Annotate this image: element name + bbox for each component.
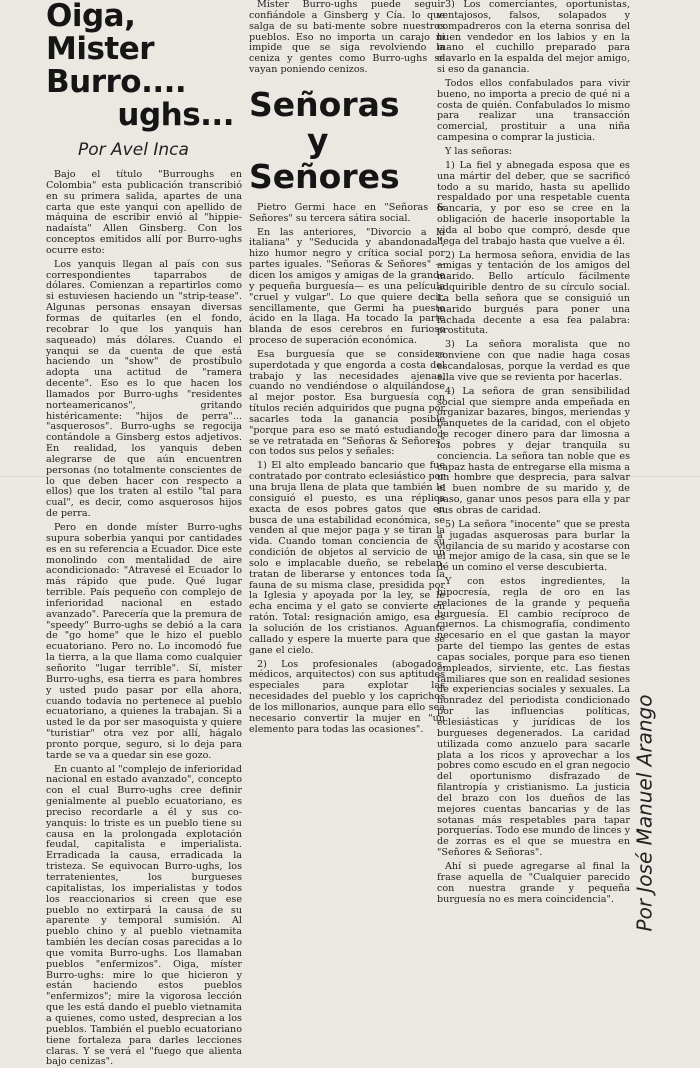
article2-paragraph: 1) El alto empleado bancario que fue contratado por contrato eclesiástico por una bruja llena de plata que también le consiguió el puesto, es una réplica exacta de esos pobres gatos que en busca de una estabilidad económica, se venden al que mejor paga y se tiran la vida. Cuando toman conciencia de su condición de objetos al servicio de un solo e implacable dueño, se rebelan, tratan de liberarse y entonces toda la fauna de su misma clase, presidida por la Iglesia y apoyada por la ley, se le echa encima y el gato se convierte en ratón. Total: resignación amigo, esa es la solución de los cristianos. Aguante callado y espere la muerte para que se gane el cielo. xyxy=(249,460,445,656)
article2-paragraph: Y las señoras: xyxy=(445,145,513,157)
article1-paragraph: En cuanto al "complejo de inferioridad nacional en estado avanzado", concepto con el cual Burro-ughs cree definir genialmente al pueblo ecuatoriano, es preciso recordarle a él y sus co-yanquis: lo triste es un pueblo tiene su causa en la prolongada explotación feudal, capitalista e imperialista. Erradicada la causa, erradicada la tristeza. Se equivocan Burro-ughs, los terratenientes, los burgueses capitalistas, los imperialistas y todos los reaccionarios si creen que ese pueblo no extirpará la causa de su aparente y temporal sumisión. Al pueblo chino y al pueblo vietnamita también les decían cosas parecidas a lo que vomita Burro-ughs. Los llamaban pueblos "enfermizos". Oiga, míster Burro-ughs: mire lo que hicieron y están haciendo estos pueblos "enfermizos"; mire la vigorosa lección que les está dando el pueblo vietnamita a quienes, como usted, desprecian a los pueblos. También el pueblo ecuatoriano tiene fortaleza para darles lecciones claras. Y se verá el "fuego que alienta bajo cenizas". xyxy=(46,763,242,1068)
article2-paragraph: 3) Los comerciantes, oportunistas, ventajosos, falsos, solapados y compadreros con la eterna sonrisa del buen vendedor en los labios y en la mano el cuchillo preparado para clavarlo en la espalda del mejor amigo, si eso da ganancia. xyxy=(437,0,630,76)
article1-title-line-4: ughs... xyxy=(117,97,234,133)
vertical-byline-text: Por José Manuel Arango xyxy=(632,694,657,931)
article1-paragraph: Pero en donde míster Burro-ughs supura soberbia yanqui por cantidades es en su referencia a Ecuador. Dice este monolindo con mentalidad de aire acondicionado: "Atravesé el Ecuador lo más rápido que pude. Qué lugar terrible. País pequeño con complejo de inferioridad nacional en estado avanzado". Parecería que la premura de "speedy" Burro-ughs se debió a la cara de "go home" que le hizo el pueblo ecuatoriano. Pero no. Lo incomodó fue la tierra, a la que llama como cualquier señorito "lugar terrible". Sí, míster Burro-ughs, esa tierra es para hombres y usted pudo pasar por ella ahora, cuando todavía no pertenece al pueblo ecuatoriano, a quienes la trabajan. Si a usted le da por ser masoquista y quiere "turistiar" otra vez por allí, hágalo pronto porque, seguro, si lo deja para tarde se va a quedar sin ese gozo. xyxy=(46,522,242,761)
article1-byline: Por Avel Inca xyxy=(78,140,189,160)
article1-paragraph: Bajo el título "Burroughs en Colombia" esta publicación transcribió en su primera salida, apartes de una carta que este yanqui con apellido de máquina de escribir envió al "hippie-nadaísta" Allen Ginsberg. Con los conceptos emitidos allí por Burro-ughs ocurre esto: xyxy=(46,169,242,256)
article2-paragraph: 2) La hermosa señora, envidia de las amigas y tentación de los amigos del marido. Bello artículo fácilmente adquirible dentro de su círculo social. La bella señora que se consiguió un marido burgués para poner una fachada decente a esa fea palabra: prostituta. xyxy=(437,249,630,337)
article2-paragraph: 3) La señora moralista que no conviene con que nadie haga cosas escandalosas, porque la verdad es que ella vive que se revienta por hacerlas. xyxy=(437,339,630,383)
page-fold-line xyxy=(0,476,700,477)
article2-paragraph: 1) La fiel y abnegada esposa que es una mártir del deber, que se sacrificó todo a su marido, hasta su apellido respaldado por una respetable cuenta bancaria, y por eso se cree en la obligación de hacerle insoportable la vida al bobo que compró, desde que llega del trabajo hasta que vuelve a él. xyxy=(437,159,630,247)
article2-paragraph: Esa burguesía que se considera superdotada y que engorda a costa del trabajo y las necesidades ajenas, cuando no vendiéndose o alquilándose al mejor postor. Esa burguesía con títulos recién adquiridos que pugna por sacarles toda la ganancia posible "porque para eso se mató estudiando", se ve retratada en "Señoras & Señores" con todos sus pelos y señales: xyxy=(249,348,445,458)
article2-paragraph: 4) La señora de gran sensibilidad social que siempre anda empeñada en organizar bazares, bingos, meriendas y banquetes de la caridad, con el objeto de recoger dinero para dar limosna a los pobres y dejar tranquila su conciencia. La señora tan noble que es capaz hasta de entregarse ella misma a un hombre que desprecia, para salvar el buen nombre de su marido y, de paso, ganar unos pesos para ella y par sus obras de caridad. xyxy=(437,385,630,516)
article1-paragraph: Los yanquis llegan al país con sus correspondientes taparrabos de dólares. Comienzan a repartirlos como si estuviesen haciendo un "strip-tease". Algunas personas ensayan diversas formas de quitarles (en el fondo, recobrar lo que los yanquis han saqueado) más dólares. Cuando el yanqui se da cuenta de que está haciendo un "show" de prostíbulo adopta una actitud de "ramera decente". Eso es lo que hacen los llamados por Burro-ughs "residentes norteamericanos", gritando histéricamente: "hijos de perra"... "asquerosos". Burro-ughs se regocija contándole a Ginsberg estos adjetivos. En realidad, los yanquis deben alegrarse de que aún encuentren personas (no totalmente conscientes de lo que deben hacer con respecto a ellos) que los traten al estilo "tal para cual", es decir, como asquerosos hijos de perra. xyxy=(46,258,242,520)
article2-paragraph: Ahí si puede agregarse al final la frase aquella de "Cualquier parecido con nuestra grande y pequeña burguesía no es mera coincidencia". xyxy=(437,860,630,905)
article2-paragraph: 5) La señora "inocente" que se presta a jugadas asquerosas para burlar la vigilancia de su marido y acostarse con el mejor amigo de la casa, sin que se le dé un comino el verse descubierta. xyxy=(437,518,630,574)
article2-title-line-3: Señores xyxy=(249,156,400,196)
article2-paragraph: Y con estos ingredientes, la hipocresía, regla de oro en las relaciones de la grande y pequeña burguesía. El cambio recíproco de cuernos. La chismografía, condimento necesario en el que gastan la mayor parte del tiempo las gentes de estas capas sociales, porque para eso tienen empleados, sirviente, etc. Las fiestas familiares que son en realidad sesiones de experiencias sociales y sexuales. La honradez del periodista condicionado por las influencias políticas, eclesiásticas y jurídicas de los burgueses degenerados. La caridad utilizada como anzuelo para sacarle plata a los ricos y aprovechar a los pobres como escudo en el gran negocio del oportunismo disfrazado de filantropía y cristianismo. La justicia del brazo con los dueños de las mejores cuentas bancarias y de las sotanas más respetables para tapar porquerías. Todo ese mundo de linces y de zorras es el que se muestra en "Señores & Señoras". xyxy=(437,576,630,859)
article1-title-line-1: Oiga, xyxy=(46,0,136,34)
article1-paragraph: Míster Burro-ughs puede seguir confiándole a Ginsberg y Cía. lo que salga de su bati-mente sobre nuestros pueblos. Eso no importa un carajo ni impide que se siga revolviendo la ceniza y gentes como Burro-ughs se vayan poniendo cenizos. xyxy=(249,0,445,76)
article2-paragraph: En las anteriores, "Divorcio a la italiana" y "Seducida y abandonada", hizo humor negro y crítica social por partes iguales. "Señoras & Señores" —dicen los amigos y amigas de la grande y pequeña burguesía— es una película "cruel y vulgar". Lo que quiere decir, sencillamente, que Germi ha puesto ácido en la llaga. Ha tocado la parte blanda de esos cerebros en furioso proceso de superación económica. xyxy=(249,226,445,347)
article2-title-line-1: Señoras xyxy=(249,84,400,124)
article2-paragraph: Todos ellos confabulados para vivir bueno, no importa a precio de qué ni a costa de quién. Confabulados lo mismo para realizar una transacción comercial, prostituir a una niña campesina o comprar la justicia. xyxy=(437,77,630,144)
article2-title-line-2: y xyxy=(307,120,329,160)
article2-paragraph: 2) Los profesionales (abogados, médicos, arquitectos) con sus aptitudes especiales para explotar las necesidades del pueblo y los caprichos de los millonarios, aunque para ello sea necesario convertir la mujer en "un elemento para todas las ocasiones". xyxy=(249,658,445,735)
vertical-byline xyxy=(622,694,667,931)
article2-paragraph: Pietro Germi hace en "Señoras & Señores" su tercera sátira social. xyxy=(249,201,445,224)
article1-title-line-3: Burro.... xyxy=(46,64,187,100)
article1-title-line-2: Mister xyxy=(46,31,155,67)
